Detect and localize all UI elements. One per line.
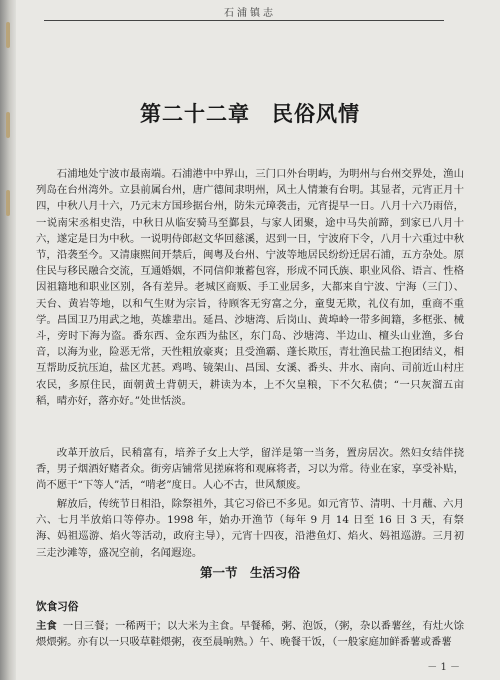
section-title: 第一节 生活习俗 [199, 565, 300, 580]
intro-paragraph: 解放后，传统节日相沿，除祭祖外，其它习俗已不多见。如元宵节、清明、十月蘸、六月六、七月半放焰口等停办。1998 年，始办开渔节（每年 9 月 14 日至 16 日 3 天，有祭海、妈祖巡游、焰火等活动，政府主导），元宵十四夜，沿港鱼灯、焰火、妈祖巡游。三月初三走沙滩等，盛况空前，名闻遐迩。 [36, 498, 464, 559]
entry-text: 一日三餐；一稀两干；以大米为主食。早餐稀，粥、泡饭，（粥，杂以番薯丝，有灶火馀煨煨粥。亦有以一只吸草鞋煨粥，夜至晨晌熟。）午、晚餐干饭，（一般家庭加鲜番薯或番薯 [36, 620, 465, 649]
subsection-title: 饮食习俗 [36, 601, 79, 613]
intro-paragraph: 改革开放后，民稍富有，培养子女上大学，留洋是第一当务，置房居次。然妇女结伴挠香，男子烟酒好赌者众。街旁店铺常见搓麻将和观麻将者，习以为常。待业在家，享受补贴，尚不愿干“下等人”活，“啃老”度日。人心不古，世风颓废。 [36, 447, 464, 492]
binding-stitch [6, 22, 10, 48]
entry-term: 主食 [36, 620, 57, 632]
header-rule [44, 20, 444, 21]
intro-paragraph: 石浦地处宁波市最南端。石浦港中中界山，三门口外台明屿，为明州与台州交界处，渔山列岛在台州湾外。立县前属台州，唐广德间隶明州，风土人情兼有台明。其显者，元宵正月十四，中秋八月十六，乃元末方国珍据台州，防朱元璋袭击，元宵提早一日。八月十六乃雨倍，一说南宋丞相史浩，中秋日从临安骑马至鄞县，与家人团聚，途中马失前蹄，到家已八月十六，遂定是日为中秋。一说明侍郎赵文华回慈溪，迟到一日，宁波府下令，八月十六重过中秋节，沿袭至今。又清康熙间开禁后，闽粤及台州、宁波等地居民纷纷迁居石浦，五方杂处。原住民与移民融合交流，互通婚姻，不同信仰兼蓄包容，形成不同氏族、职业风俗、语言、性格因祖籍地和职业区别，各有差异。老城区商贩、手工业居多，大都来自宁波、宁海（三门）、天台、黄岩等地，以和气生财为宗旨，待顾客无穷富之分，童叟无欺，礼仪有加，重商不重学。昌国卫乃用武之地，英雄辈出。延昌、沙塘湾、后岗山、黄埠岭一带多闽籍，多框张、械斗，旁时下海为盗。番东西、金东西为盐区，东门岛、沙塘湾、半边山、檀头山业渔，多台音，以海为业，险恶无常，天性粗放豪爽；且受渔霸、蓬长欺压，青壮渔民盐工抱团结义，相互帮助反抗压迫，盐区尤甚。鸡鸣、镜架山、昌国、女溪、番头、井水、南向、司前近山村庄农民，多原住民，面朝黄土背朝天，耕读为本，上不欠皇粮，下不欠私债；“一只灰溜五亩稻，晴亦好，落亦好。”处世恬淡。 [36, 168, 464, 407]
chapter-title: 第二十二章 民俗风情 [140, 101, 360, 126]
running-header: 石浦镇志 [224, 8, 276, 19]
binding-stitch [6, 190, 10, 216]
page-number: － 1 － [427, 662, 460, 673]
entry-paragraph [36, 618, 464, 650]
